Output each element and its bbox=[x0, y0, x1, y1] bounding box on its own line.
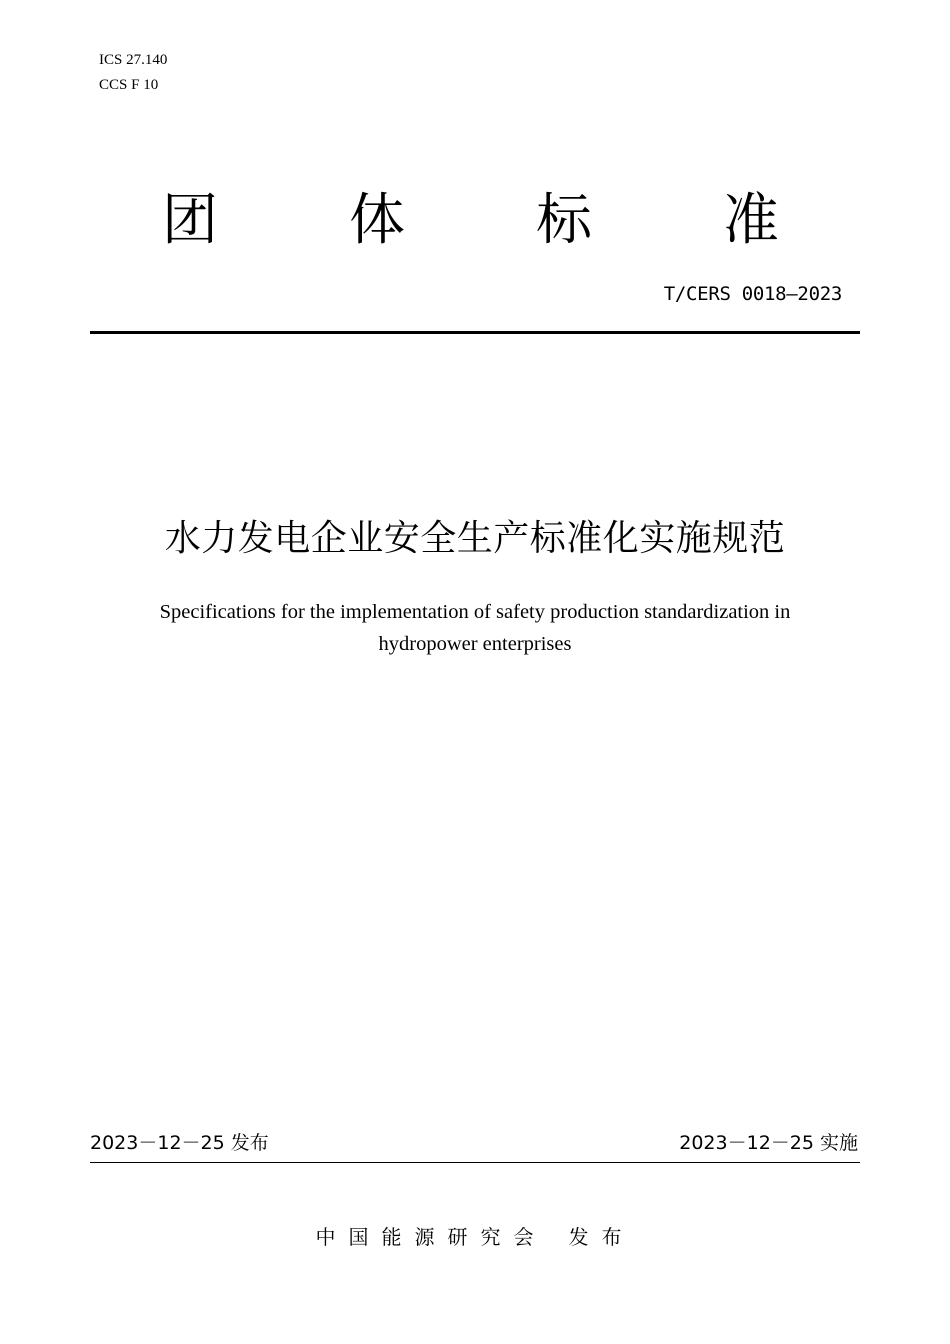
publish-date: 2023－12－25 发布 bbox=[90, 1132, 269, 1154]
english-title-line: Specifications for the implementation of safety production standardization in bbox=[159, 601, 791, 623]
publisher-organization: 中国能源研究会 bbox=[315, 1225, 547, 1249]
english-title-line: hydropower enterprises bbox=[378, 633, 572, 655]
chinese-title: 水力发电企业安全生产标准化实施规范 bbox=[164, 518, 786, 559]
standard-type-char: 团 bbox=[162, 188, 218, 253]
standard-type-char: 标 bbox=[536, 188, 592, 253]
implement-date: 2023－12－25 实施 bbox=[679, 1132, 858, 1154]
english-title bbox=[100, 596, 850, 660]
standard-type-char: 准 bbox=[723, 188, 779, 253]
standard-number: T/CERS 0018—2023 bbox=[663, 283, 842, 305]
publisher-action: 发布 bbox=[568, 1225, 635, 1249]
classification-codes bbox=[99, 48, 167, 98]
standard-type-heading bbox=[0, 186, 950, 256]
ics-code: ICS 27.140 bbox=[99, 52, 168, 68]
ccs-code: CCS F 10 bbox=[99, 77, 159, 93]
publisher-line bbox=[0, 1222, 950, 1252]
standard-type-char: 体 bbox=[349, 188, 405, 253]
header-divider bbox=[90, 331, 860, 334]
footer-divider bbox=[90, 1162, 860, 1163]
